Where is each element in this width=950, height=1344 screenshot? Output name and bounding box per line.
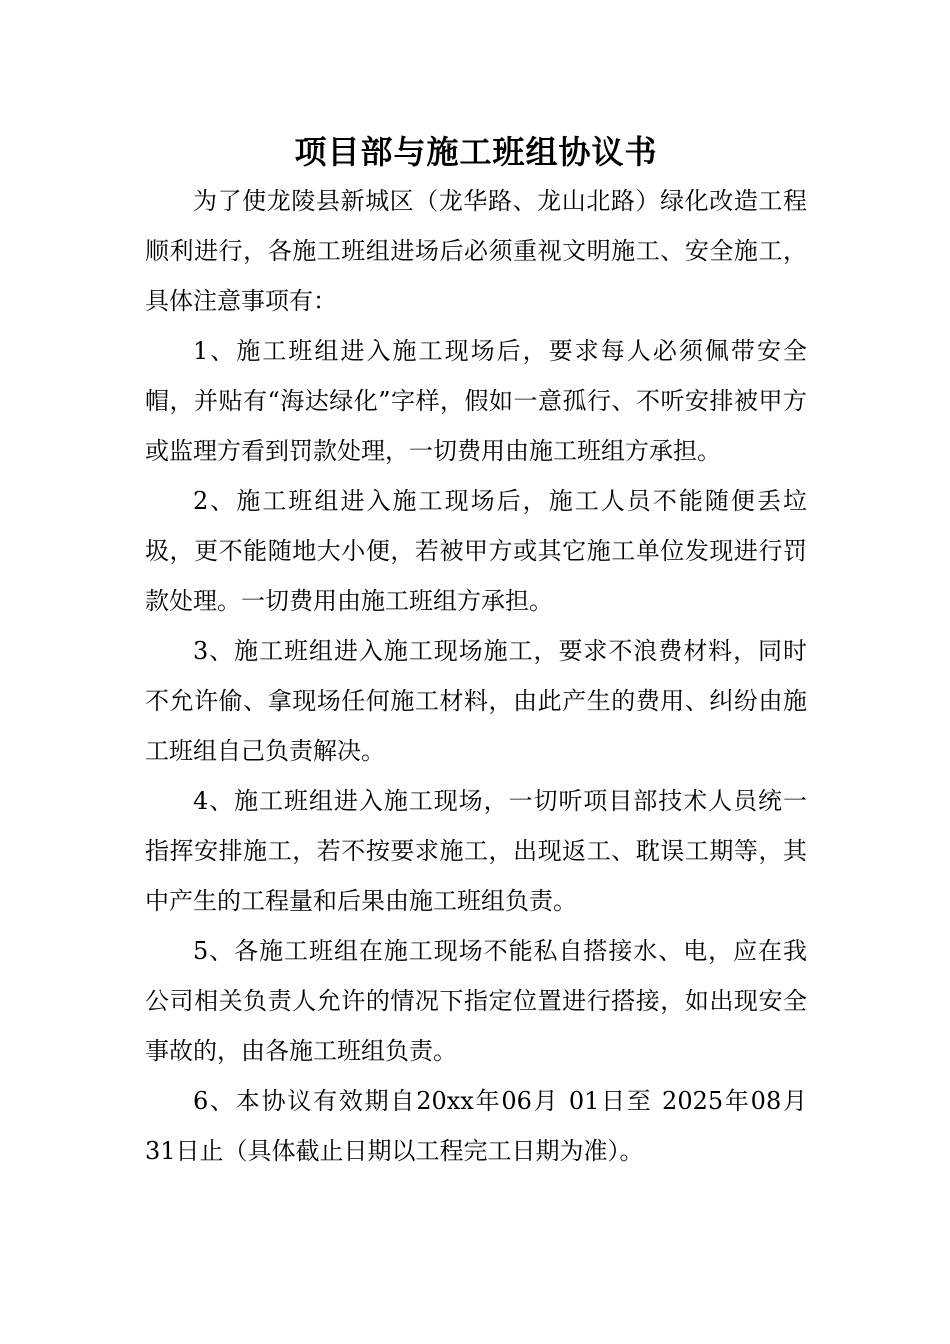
clause-4-paragraph: 4、施工班组进入施工现场，一切听项目部技术人员统一指挥安排施工，若不按要求施工，出现返工、耽误工期等，其中产生的工程量和后果由施工班组负责。 [145,787,807,915]
clause-3-paragraph: 3、施工班组进入施工现场施工，要求不浪费材料，同时不允许偷、拿现场任何施工材料，由此产生的费用、纠纷由施工班组自己负责解决。 [145,637,807,765]
clause-6-paragraph: 6、本协议有效期自20xx年06月 01日至 2025年08月 31日止（具体截止日期以工程完工日期为准）。 [145,1087,807,1165]
document-page [145,128,807,1176]
clause-1-paragraph: 1、施工班组进入施工现场后，要求每人必须佩带安全帽，并贴有“海达绿化”字样，假如一意孤行、不听安排被甲方或监理方看到罚款处理，一切费用由施工班组方承担。 [145,337,807,465]
document-title: 项目部与施工班组协议书 [294,133,658,171]
clause-2-paragraph: 2、施工班组进入施工现场后，施工人员不能随便丢垃圾，更不能随地大小便，若被甲方或其它施工单位发现进行罚款处理。一切费用由施工班组方承担。 [145,487,807,615]
clause-5-paragraph: 5、各施工班组在施工现场不能私自搭接水、电，应在我公司相关负责人允许的情况下指定位置进行搭接，如出现安全事故的，由各施工班组负责。 [145,937,807,1065]
intro-paragraph: 为了使龙陵县新城区（龙华路、龙山北路）绿化改造工程顺利进行，各施工班组进场后必须重视文明施工、安全施工，具体注意事项有： [145,187,807,315]
